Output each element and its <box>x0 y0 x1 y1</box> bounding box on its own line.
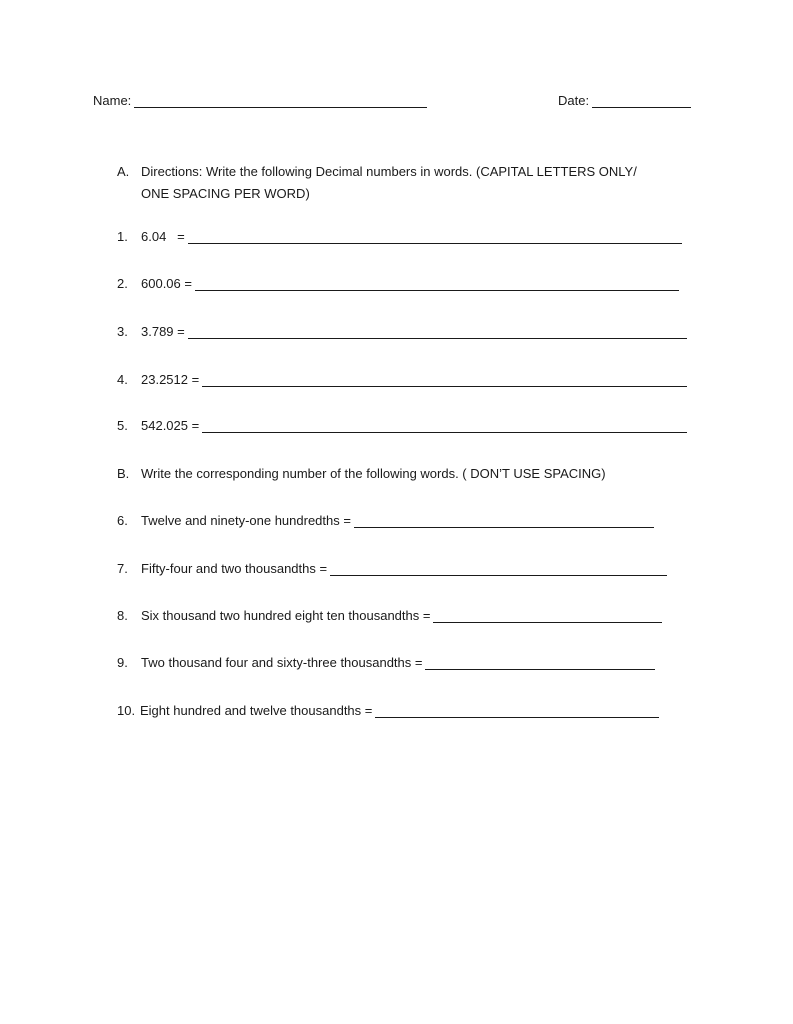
answer-blank-line[interactable] <box>188 326 687 339</box>
question-item <box>117 324 687 339</box>
section-b-letter: B. <box>117 466 130 481</box>
question-text: 3.789 = <box>141 324 185 339</box>
section-b-directions <box>117 466 606 481</box>
question-item <box>117 513 654 528</box>
question-text: Eight hundred and twelve thousandths = <box>140 703 373 718</box>
question-text: Two thousand four and sixty-three thousandths = <box>141 655 423 670</box>
section-a-directions-line1: Directions: Write the following Decimal numbers in words. (CAPITAL LETTERS ONLY/ <box>141 164 637 179</box>
question-text: Six thousand two hundred eight ten thousandths = <box>141 608 431 623</box>
date-field <box>558 93 691 108</box>
section-b-directions-text: Write the corresponding number of the following words. ( DON’T USE SPACING) <box>141 466 606 481</box>
question-number: 7. <box>117 561 128 576</box>
answer-blank-line[interactable] <box>188 231 682 244</box>
question-number: 5. <box>117 418 128 433</box>
question-text: Fifty-four and two thousandths = <box>141 561 328 576</box>
answer-blank-line[interactable] <box>425 657 655 670</box>
question-item <box>117 655 655 670</box>
question-text: 542.025 = <box>141 418 200 433</box>
answer-blank-line[interactable] <box>375 705 659 718</box>
section-a-directions-line2: ONE SPACING PER WORD) <box>141 186 310 201</box>
question-item <box>117 561 667 576</box>
question-text: Twelve and ninety-one hundredths = <box>141 513 351 528</box>
question-item <box>117 372 687 387</box>
section-a-letter: A. <box>117 164 130 179</box>
name-label: Name: <box>93 93 132 108</box>
section-a-directions <box>117 164 637 179</box>
date-blank-line[interactable] <box>592 95 691 108</box>
question-number: 10. <box>117 703 136 718</box>
answer-blank-line[interactable] <box>433 610 662 623</box>
question-item <box>117 418 687 433</box>
question-number: 4. <box>117 372 128 387</box>
question-text: 23.2512 = <box>141 372 200 387</box>
answer-blank-line[interactable] <box>202 374 687 387</box>
question-number: 6. <box>117 513 128 528</box>
name-field <box>93 93 427 108</box>
question-text: 600.06 = <box>141 276 192 291</box>
question-item <box>117 608 662 623</box>
question-item <box>117 703 659 718</box>
answer-blank-line[interactable] <box>202 420 687 433</box>
question-text: 6.04 = <box>141 229 185 244</box>
question-item <box>117 229 682 244</box>
question-number: 9. <box>117 655 128 670</box>
answer-blank-line[interactable] <box>195 278 679 291</box>
question-number: 3. <box>117 324 128 339</box>
date-label: Date: <box>558 93 590 108</box>
question-item <box>117 276 679 291</box>
answer-blank-line[interactable] <box>354 515 654 528</box>
answer-blank-line[interactable] <box>330 563 667 576</box>
question-number: 1. <box>117 229 128 244</box>
question-number: 8. <box>117 608 128 623</box>
question-number: 2. <box>117 276 128 291</box>
name-blank-line[interactable] <box>134 95 427 108</box>
